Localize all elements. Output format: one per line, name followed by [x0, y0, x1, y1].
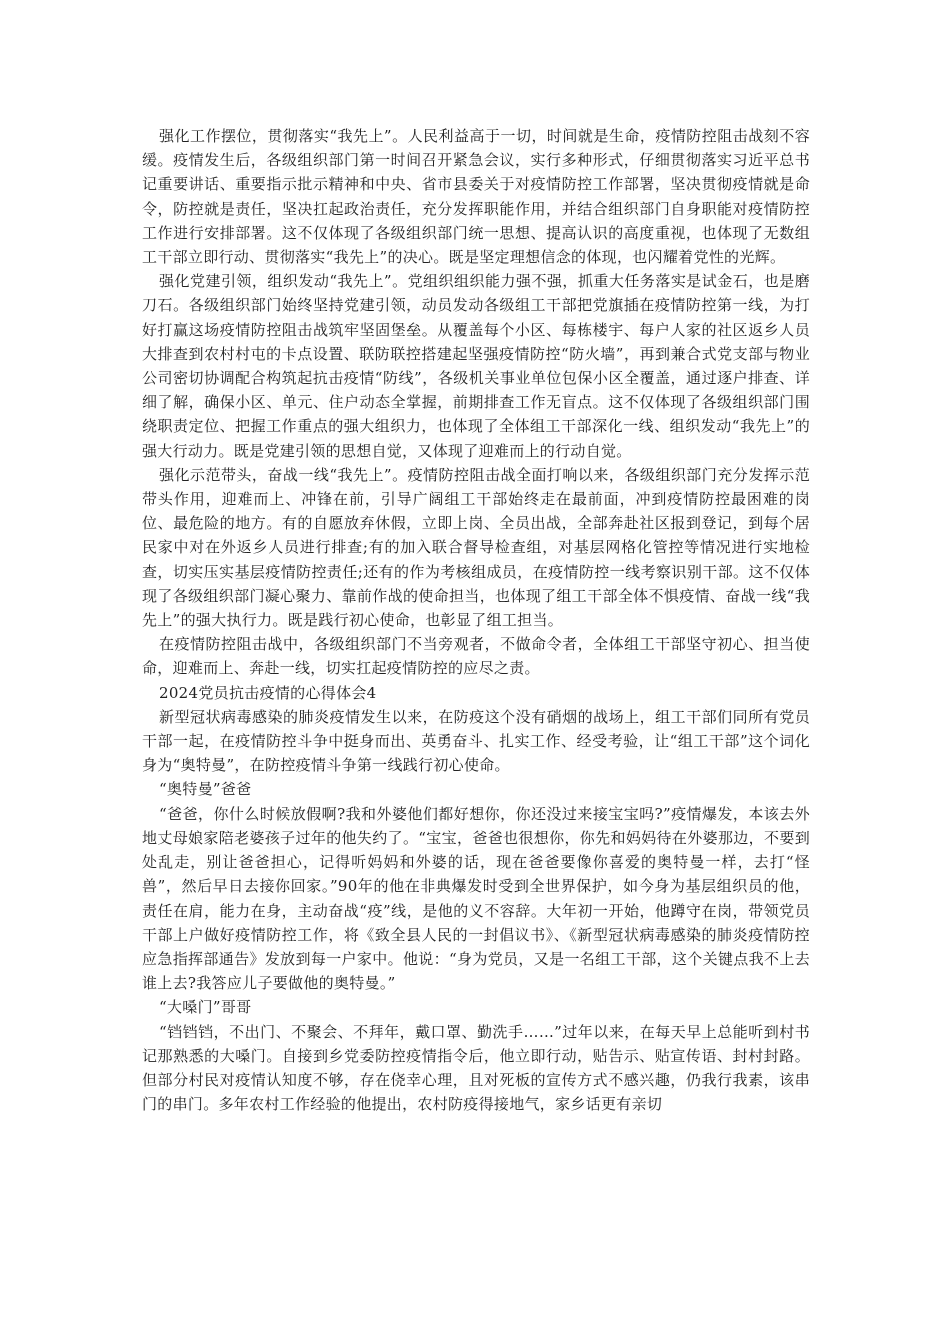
- document-page: [142, 124, 810, 1116]
- body-paragraph-1: 强化工作摆位，贯彻落实“我先上”。人民利益高于一切，时间就是生命，疫情防控阻击战刻不容缓。疫情发生后，各级组织部门第一时间召开紧急会议，实行多种形式，仔细贯彻落实习近平总书记重要讲话、重要指示批示精神和中央、省市县委关于对疫情防控工作部署，坚决贯彻疫情就是命令，防控就是责任，坚决扛起政治责任，充分发挥职能作用，并结合组织部门自身职能对疫情防控工作进行安排部署。这不仅体现了各级组织部门统一思想、提高认识的高度重视，也体现了无数组工干部立即行动、贯彻落实“我先上”的决心。既是坚定理想信念的体现，也闪耀着党性的光辉。: [142, 127, 810, 267]
- body-paragraph-3: 强化示范带头，奋战一线“我先上”。疫情防控阻击战全面打响以来，各级组织部门充分发挥示范带头作用，迎难而上、冲锋在前，引导广阔组工干部始终走在最前面，冲到疫情防控最困难的岗位、最危险的地方。有的自愿放弃休假，立即上岗、全员出战，全部奔赴社区报到登记，到每个居民家中对在外返乡人员进行排查;有的加入联合督导检查组，对基层网格化管控等情况进行实地检查，切实压实基层疫情防控责任;还有的作为考核组成员，在疫情防控一线考察识别干部。这不仅体现了各级组织部门凝心聚力、靠前作战的使命担当，也体现了组工干部全体不惧疫情、奋战一线“我先上”的强大执行力。既是践行初心使命，也彰显了组工担当。: [142, 465, 810, 630]
- subheading-loud-brother: “大嗓门”哥哥: [159, 998, 252, 1017]
- sub2-paragraph-1: “铛铛铛，不出门、不聚会、不拜年，戴口罩、勤洗手……”过年以来，在每天早上总能听到村书记那熟悉的大嗓门。自接到乡党委防控疫情指令后，他立即行动，贴告示、贴宣传语、封村封路。但部分村民对疫情认知度不够，存在侥幸心理，且对死板的宣传方式不感兴趣，仍我行我素，该串门的串门。多年农村工作经验的他提出，农村防疫得接地气，家乡话更有亲切: [142, 1022, 810, 1114]
- sub1-paragraph-1: “爸爸，你什么时候放假啊?我和外婆他们都好想你，你还没过来接宝宝吗?”疫情爆发，本该去外地丈母娘家陪老婆孩子过年的他失约了。“宝宝，爸爸也很想你，你先和妈妈待在外婆那边，不要到处乱走，别让爸爸担心，记得听妈妈和外婆的话，现在爸爸要像你喜爱的奥特曼一样，去打“怪兽”，然后早日去接你回家。”90年的他在非典爆发时受到全世界保护，如今身为基层组织员的他，责任在肩，能力在身，主动奋战“疫”线，是他的义不容辞。大年初一开始，他蹲守在岗，带领党员干部上户做好疫情防控工作，将《致全县人民的一封倡议书》、《新型冠状病毒感染的肺炎疫情防控应急指挥部通告》发放到每一户家中。他说：“身为党员，又是一名组工干部，这个关键点我不上去谁上去?我答应儿子要做他的奥特曼。”: [142, 804, 810, 993]
- section-title: 2024党员抗击疫情的心得体会4: [159, 683, 377, 702]
- subheading-ultraman-father: “奥特曼”爸爸: [159, 780, 252, 799]
- section-paragraph-1: 新型冠状病毒感染的肺炎疫情发生以来，在防疫这个没有硝烟的战场上，组工干部们同所有党员干部一起，在疫情防控斗争中挺身而出、英勇奋斗、扎实工作、经受考验，让“组工干部”这个词化身为“奥特曼”，在防控疫情斗争第一线践行初心使命。: [142, 707, 810, 775]
- body-paragraph-2: 强化党建引领，组织发动“我先上”。党组织组织能力强不强，抓重大任务落实是试金石，也是磨刀石。各级组织部门始终坚持党建引领，动员发动各级组工干部把党旗插在疫情防控第一线，为打好打赢这场疫情防控阻击战筑牢坚固堡垒。从覆盖每个小区、每栋楼宇、每户人家的社区返乡人员大排查到农村村屯的卡点设置、联防联控搭建起坚强疫情防控“防火墙”，再到兼合式党支部与物业公司密切协调配合构筑起抗击疫情“防线”，各级机关事业单位包保小区全覆盖，通过逐户排查、详细了解，确保小区、单元、住户动态全掌握，前期排查工作无盲点。这不仅体现了各级组织部门围绕职责定位、把握工作重点的强大组织力，也体现了全体组工干部深化一线、组织发动“我先上”的强大行动力。既是党建引领的思想自觉，又体现了迎难而上的行动自觉。: [142, 272, 810, 460]
- body-paragraph-4: 在疫情防控阻击战中，各级组织部门不当旁观者，不做命令者，全体组工干部坚守初心、担当使命，迎难而上、奔赴一线，切实扛起疫情防控的应尽之责。: [142, 635, 810, 678]
